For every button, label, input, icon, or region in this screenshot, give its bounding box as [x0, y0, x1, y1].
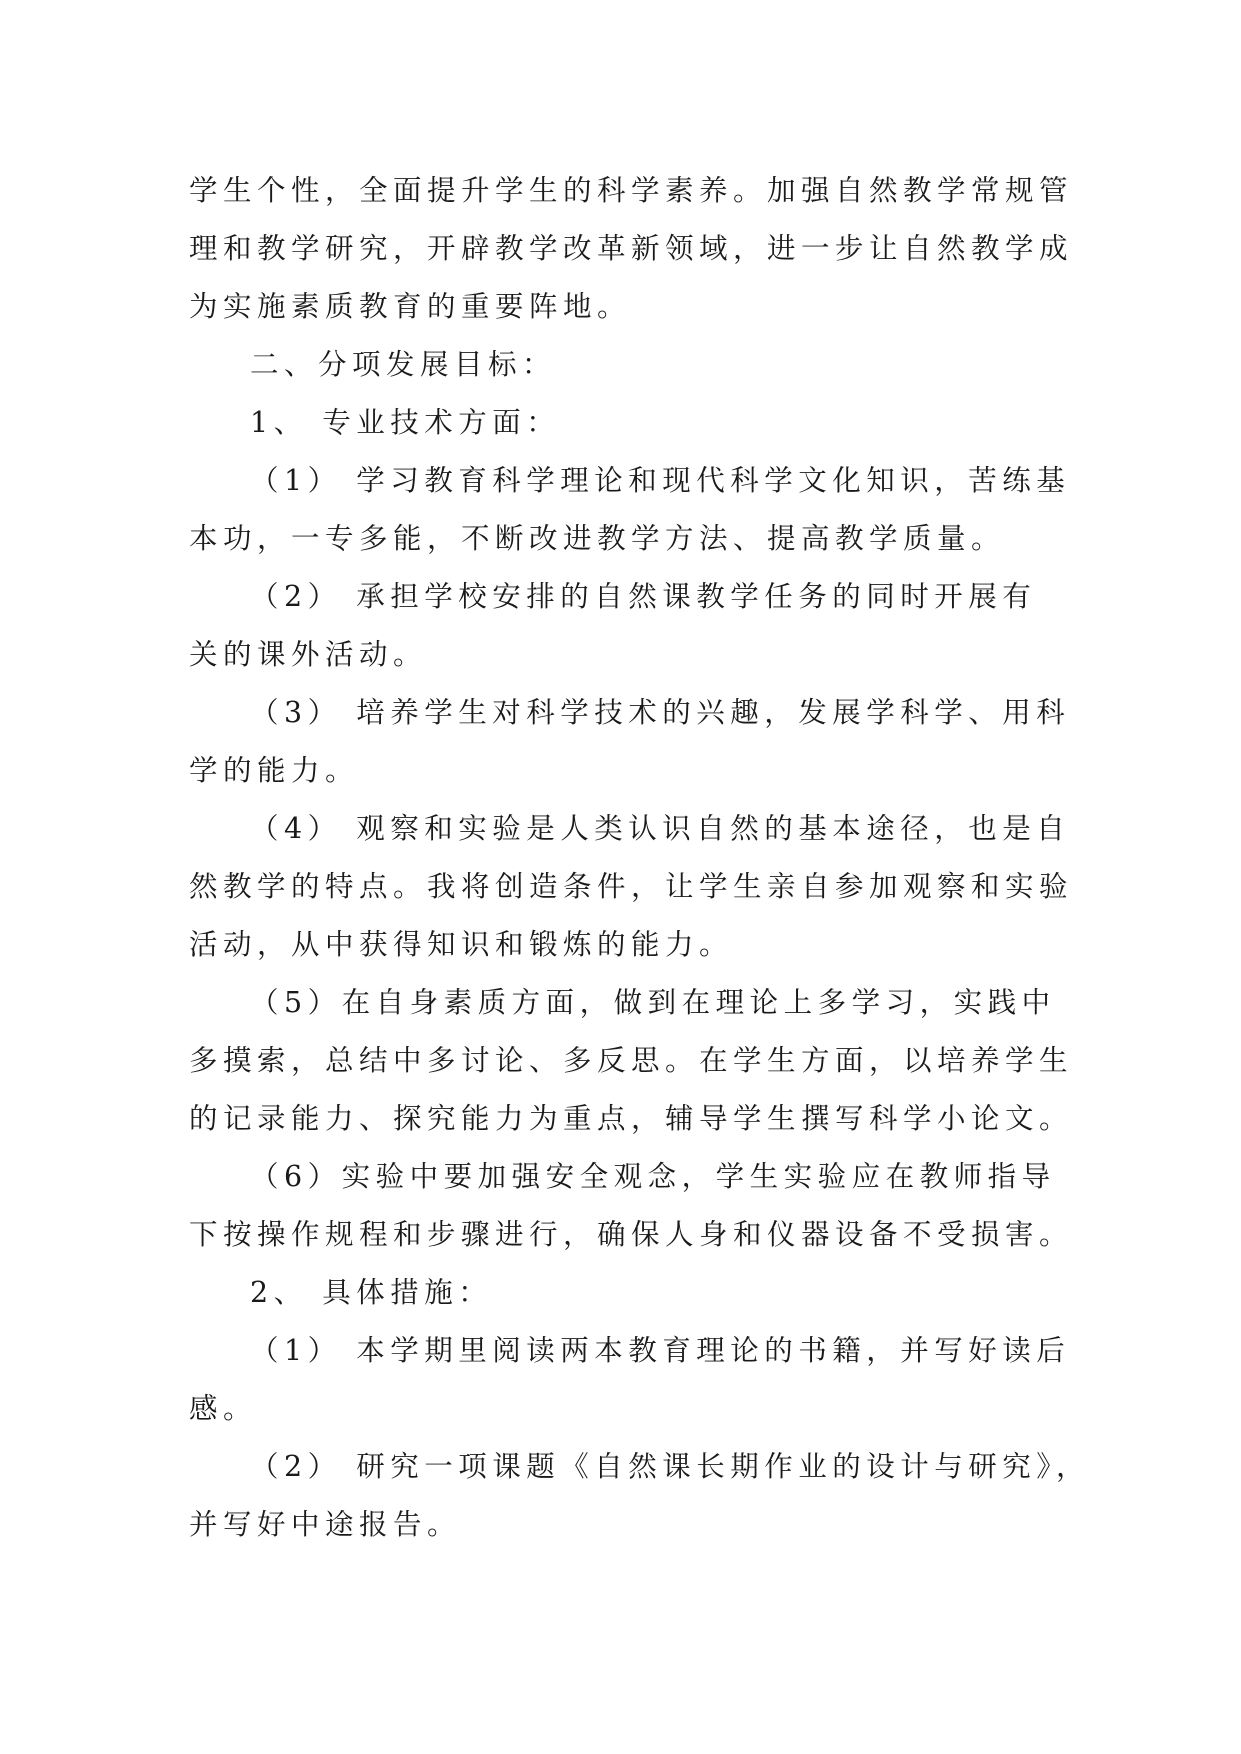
text-line: 学生个性，全面提升学生的科学素养。加强自然教学常规管	[189, 174, 1074, 207]
list-item-start: （3） 培养学生对科学技术的兴趣，发展学科学、用科	[250, 696, 1071, 729]
list-item-start: （4） 观察和实验是人类认识自然的基本途径，也是自	[250, 812, 1071, 845]
text-line: 为实施素质教育的重要阵地。	[189, 290, 632, 323]
text-line: 并写好中途报告。	[189, 1508, 462, 1541]
list-item-start: （1） 本学期里阅读两本教育理论的书籍，并写好读后	[250, 1334, 1071, 1367]
text-line: 然教学的特点。我将创造条件，让学生亲自参加观察和实验	[189, 870, 1074, 903]
text-line: 感。	[189, 1392, 258, 1425]
text-line: 关的课外活动。	[189, 638, 428, 671]
text-line: 的记录能力、探究能力为重点，辅导学生撰写科学小论文。	[189, 1102, 1074, 1135]
text-line: 多摸索，总结中多讨论、多反思。在学生方面，以培养学生	[189, 1044, 1074, 1077]
text-line: 下按操作规程和步骤进行，确保人身和仪器设备不受损害。	[189, 1218, 1074, 1251]
text-line: 理和教学研究，开辟教学改革新领域，进一步让自然教学成	[189, 232, 1074, 265]
list-item-start: （5）在自身素质方面，做到在理论上多学习，实践中	[250, 986, 1056, 1019]
list-item-start: （2） 研究一项课题《自然课长期作业的设计与研究》，	[250, 1450, 1090, 1483]
document-body	[189, 162, 1090, 1554]
list-item-start: （6）实验中要加强安全观念，学生实验应在教师指导	[250, 1160, 1056, 1193]
list-item-start: （2） 承担学校安排的自然课教学任务的同时开展有	[250, 580, 1037, 613]
subsection-heading: 2、 具体措施：	[250, 1276, 493, 1309]
subsection-heading: 1、 专业技术方面：	[250, 406, 561, 439]
list-item-start: （1） 学习教育科学理论和现代科学文化知识，苦练基	[250, 464, 1071, 497]
section-heading: 二、分项发展目标：	[250, 348, 557, 381]
text-line: 本功，一专多能，不断改进教学方法、提高教学质量。	[189, 522, 1006, 555]
text-line: 活动，从中获得知识和锻炼的能力。	[189, 928, 734, 961]
text-line: 学的能力。	[189, 754, 360, 787]
